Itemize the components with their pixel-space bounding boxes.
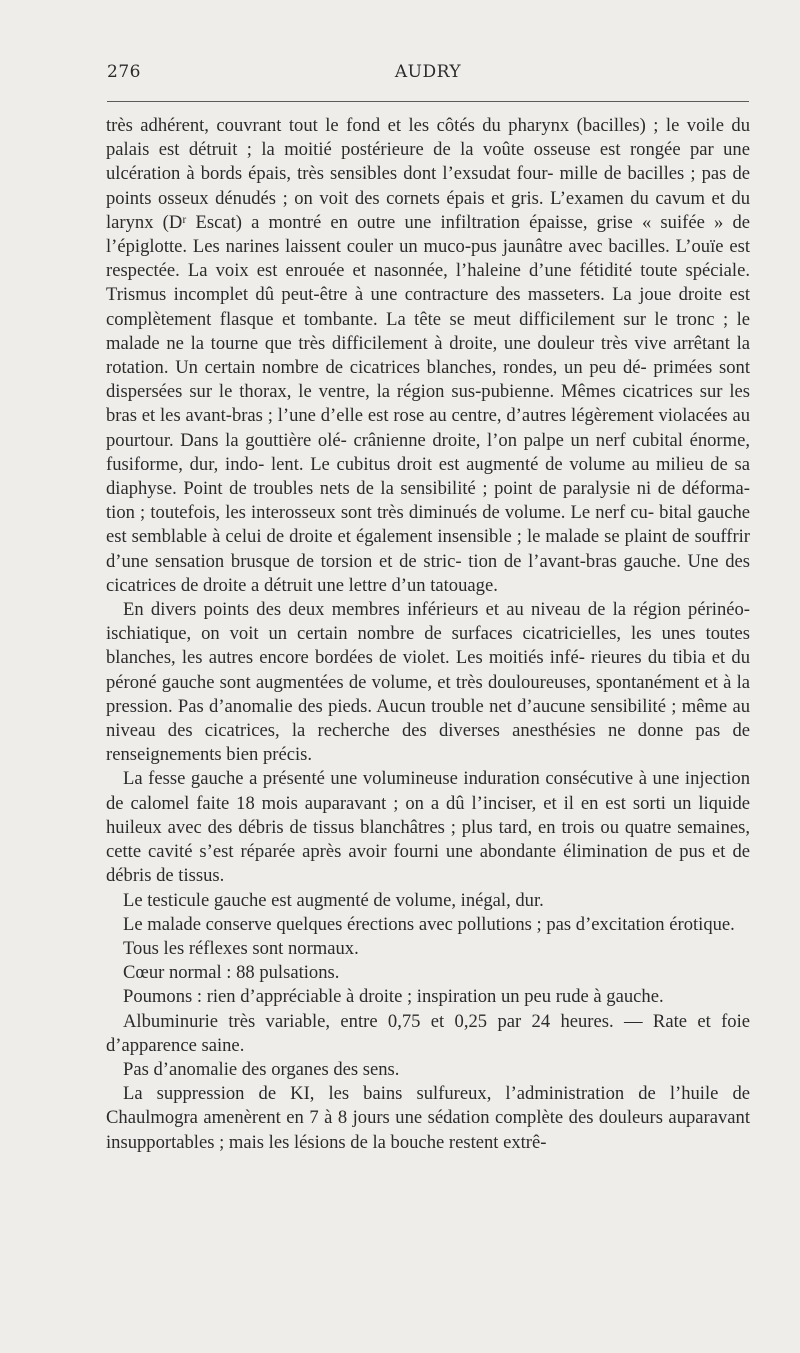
paragraph: Cœur normal : 88 pulsations. (123, 962, 340, 984)
header-rule (107, 101, 749, 102)
paragraph: Poumons : rien d’appréciable à droite ; inspiration un peu rude à gauche. (123, 986, 664, 1008)
paragraph: La fesse gauche a présenté une volumineuse induration consécutive à une injection de calomel faite 18 mois auparavant ; on a dû l’inciser, et il en est sorti un liquide huileux avec des débris de tissus blanchâtres ; plus tard, en trois ou quatre semaines, cette cavité s’est réparée après avoir fourni une abondante élimination de pus et de débris de tissus. (106, 768, 750, 887)
body-text (106, 114, 750, 1155)
paragraph: La suppression de KI, les bains sulfureux, l’administration de l’huile de Chaulmogra amenèrent en 7 à 8 jours une sédation complète des douleurs auparavant insupportables ; mais les lésions de la bouche restent extrê- (106, 1083, 750, 1153)
paragraph: Le testicule gauche est augmenté de volume, inégal, dur. (123, 889, 544, 911)
page-header (107, 62, 749, 88)
paragraph: très adhérent, couvrant tout le fond et les côtés du pharynx (bacilles) ; le voile du palais est détruit ; la moitié postérieure de la voûte osseuse est rongée par une ulcération à bords épais, très sensibles dont l’exsudat four- mille de bacilles ; pas de points osseux dénudés ; on voit des cornets épais et gris. L’examen du cavum et du larynx (Dʳ Escat) a montré en outre une infiltration épaisse, grise « suifée » de l’épiglotte. Les narines laissent couler un muco-pus jaunâtre avec bacilles. L’ouïe est respectée. La voix est enrouée et nasonnée, l’haleine d’une fétidité toute spéciale. Trismus incomplet dû peut-être à une contracture des masseters. La joue droite est complètement flasque et tombante. La tête se meut difficilement sur le tronc ; le malade ne la tourne que très difficilement à droite, une douleur très vive arrêtant la rotation. Un certain nombre de cicatrices blanches, rondes, un peu dé- primées sont dispersées sur le thorax, le ventre, la région sus-pubienne. Mêmes cicatrices sur les bras et les avant-bras ; l’une d’elle est rose au centre, d’autres légèrement violacées au pourtour. Dans la gouttière olé- crânienne droite, l’on palpe un nerf cubital énorme, fusiforme, dur, indo- lent. Le cubitus droit est augmenté de volume au milieu de sa diaphyse. Point de troubles nets de la sensibilité ; point de paralysie ni de déforma- tion ; toutefois, les interosseux sont très diminués de volume. Le nerf cu- bital gauche est semblable à celui de droite et également insensible ; le malade se plaint de souffrir d’une sensation brusque de torsion et de stric- tion de l’avant-bras gauche. Une des cicatrices de droite a détruit une lettre d’un tatouage. (106, 115, 750, 596)
paragraph: Pas d’anomalie des organes des sens. (123, 1058, 400, 1080)
running-title: AUDRY (394, 62, 462, 82)
paragraph: Le malade conserve quelques érections avec pollutions ; pas d’excitation érotique. (123, 913, 735, 935)
page-number: 276 (107, 62, 141, 82)
paragraph: Tous les réflexes sont normaux. (123, 937, 359, 959)
paragraph: Albuminurie très variable, entre 0,75 et 0,25 par 24 heures. — Rate et foie d’apparence saine. (106, 1010, 750, 1056)
paragraph: En divers points des deux membres inférieurs et au niveau de la région périnéo-ischiatique, on voit un certain nombre de surfaces cicatricielles, les unes toutes blanches, les autres encore bordées de violet. Les moitiés infé- rieures du tibia et du péroné gauche sont augmentées de volume, et très douloureuses, spontanément et à la pression. Pas d’anomalie des pieds. Aucun trouble net d’aucune sensibilité ; même au niveau des cicatrices, la recherche des diverses anesthésies ne donne pas de renseignements bien précis. (106, 599, 750, 766)
